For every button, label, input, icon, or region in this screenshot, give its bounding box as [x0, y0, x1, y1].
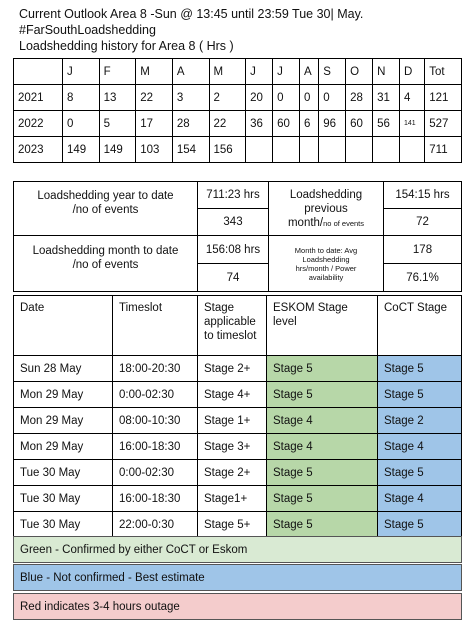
history-col-header: D: [400, 59, 425, 85]
previous-month-events: 72: [384, 209, 462, 236]
row-date: Tue 30 May: [14, 512, 113, 538]
row-coct-stage: Stage 4: [378, 434, 462, 460]
legend-green: Green - Confirmed by either CoCT or Eskom: [13, 536, 462, 563]
row-date: Tue 30 May: [14, 460, 113, 486]
history-cell: 60: [346, 111, 373, 137]
history-cell: [346, 137, 373, 163]
history-row-2023: [14, 137, 462, 163]
row-timeslot: 22:00-0:30: [113, 512, 198, 538]
row-eskom-stage: Stage 4: [267, 408, 378, 434]
row-timeslot: 0:00-02:30: [113, 460, 198, 486]
history-col-header: F: [99, 59, 136, 85]
row-eskom-stage: Stage 5: [267, 486, 378, 512]
history-cell: 149: [63, 137, 100, 163]
month-to-date-label: Loadshedding month to date /no of events: [14, 236, 198, 292]
month-to-date-hours: 156:08 hrs: [198, 236, 269, 264]
history-col-header: A: [172, 59, 209, 85]
row-timeslot: 16:00-18:30: [113, 434, 198, 460]
schedule-row: [14, 382, 462, 408]
avg-availability-label: Month to date: Avg Loadshedding hrs/month / Power availability: [269, 236, 384, 292]
history-cell: 2022: [14, 111, 63, 137]
history-cell: 3: [172, 85, 209, 111]
row-date: Mon 29 May: [14, 408, 113, 434]
schedule-row: [14, 512, 462, 538]
col-header-timeslot: Timeslot: [113, 296, 198, 356]
history-title: Loadshedding history for Area 8 ( Hrs ): [19, 39, 234, 53]
history-cell: 149: [99, 137, 136, 163]
history-cell: 154: [172, 137, 209, 163]
year-to-date-events: 343: [198, 209, 269, 236]
row-coct-stage: Stage 5: [378, 356, 462, 382]
year-to-date-hours: 711:23 hrs: [198, 182, 269, 209]
history-cell: 156: [209, 137, 246, 163]
history-cell: 0: [319, 85, 346, 111]
row-eskom-stage: Stage 5: [267, 356, 378, 382]
history-cell: 31: [373, 85, 400, 111]
summary-row: [14, 182, 462, 209]
history-col-header: M: [136, 59, 173, 85]
row-coct-stage: Stage 4: [378, 486, 462, 512]
hashtag: #FarSouthLoadshedding: [19, 23, 156, 37]
history-cell: 0: [300, 85, 319, 111]
history-row-2022: [14, 111, 462, 137]
history-cell: 20: [246, 85, 273, 111]
row-timeslot: 0:00-02:30: [113, 382, 198, 408]
schedule-header-row: [14, 296, 462, 356]
history-col-header: O: [346, 59, 373, 85]
history-cell: 141: [400, 111, 425, 137]
history-cell: 2: [209, 85, 246, 111]
history-cell: 4: [400, 85, 425, 111]
summary-row: [14, 236, 462, 264]
history-cell: 711: [425, 137, 462, 163]
history-cell: 22: [209, 111, 246, 137]
col-header-stage: Stage applicable to timeslot: [198, 296, 267, 356]
row-coct-stage: Stage 2: [378, 408, 462, 434]
row-stage: Stage 2+: [198, 460, 267, 486]
schedule-row: [14, 460, 462, 486]
row-coct-stage: Stage 5: [378, 460, 462, 486]
history-col-header: Tot: [425, 59, 462, 85]
history-cell: [246, 137, 273, 163]
history-cell: 56: [373, 111, 400, 137]
row-timeslot: 18:00-20:30: [113, 356, 198, 382]
row-eskom-stage: Stage 4: [267, 434, 378, 460]
row-eskom-stage: Stage 5: [267, 460, 378, 486]
history-cell: 28: [346, 85, 373, 111]
previous-month-hours: 154:15 hrs: [384, 182, 462, 209]
history-col-header: N: [373, 59, 400, 85]
history-cell: 121: [425, 85, 462, 111]
history-col-header: S: [319, 59, 346, 85]
history-cell: 60: [273, 111, 300, 137]
row-stage: Stage 4+: [198, 382, 267, 408]
history-table: [13, 58, 462, 163]
row-stage: Stage 2+: [198, 356, 267, 382]
row-timeslot: 16:00-18:30: [113, 486, 198, 512]
year-to-date-label: Loadshedding year to date /no of events: [14, 182, 198, 236]
history-cell: 0: [273, 85, 300, 111]
power-availability-value: 76.1%: [384, 264, 462, 292]
history-cell: 2023: [14, 137, 63, 163]
row-eskom-stage: Stage 5: [267, 382, 378, 408]
row-stage: Stage 3+: [198, 434, 267, 460]
history-col-header: A: [300, 59, 319, 85]
history-cell: 22: [136, 85, 173, 111]
outlook-header: [19, 6, 363, 54]
schedule-row: [14, 486, 462, 512]
history-cell: 96: [319, 111, 346, 137]
summary-table: [13, 181, 462, 292]
history-cell: 6: [300, 111, 319, 137]
legend-blue: Blue - Not confirmed - Best estimate: [13, 564, 462, 591]
row-eskom-stage: Stage 5: [267, 512, 378, 538]
row-date: Sun 28 May: [14, 356, 113, 382]
history-cell: [300, 137, 319, 163]
history-cell: 28: [172, 111, 209, 137]
avg-hours-value: 178: [384, 236, 462, 264]
row-date: Mon 29 May: [14, 434, 113, 460]
history-cell: 103: [136, 137, 173, 163]
legend-red: Red indicates 3-4 hours outage: [13, 593, 462, 620]
schedule-row: [14, 356, 462, 382]
row-stage: Stage 5+: [198, 512, 267, 538]
row-coct-stage: Stage 5: [378, 512, 462, 538]
row-coct-stage: Stage 5: [378, 382, 462, 408]
history-col-header: J: [63, 59, 100, 85]
row-timeslot: 08:00-10:30: [113, 408, 198, 434]
col-header-coct: CoCT Stage: [378, 296, 462, 356]
previous-month-label: Loadshedding previous month/no of events: [269, 182, 384, 236]
col-header-date: Date: [14, 296, 113, 356]
history-col-header: J: [273, 59, 300, 85]
schedule-row: [14, 434, 462, 460]
row-stage: Stage1+: [198, 486, 267, 512]
history-cell: 13: [99, 85, 136, 111]
history-cell: 2021: [14, 85, 63, 111]
history-cell: [400, 137, 425, 163]
history-cell: 17: [136, 111, 173, 137]
history-col-header: M: [209, 59, 246, 85]
outlook-title: Current Outlook Area 8 -Sun @ 13:45 until 23:59 Tue 30| May.: [19, 7, 364, 21]
schedule-row: [14, 408, 462, 434]
history-col-header: J: [246, 59, 273, 85]
history-cell: [273, 137, 300, 163]
history-cell: 8: [63, 85, 100, 111]
history-cell: 36: [246, 111, 273, 137]
col-header-eskom: ESKOM Stage level: [267, 296, 378, 356]
row-date: Mon 29 May: [14, 382, 113, 408]
history-cell: [373, 137, 400, 163]
row-date: Tue 30 May: [14, 486, 113, 512]
history-header-row: [14, 59, 462, 85]
history-col-header: [14, 59, 63, 85]
history-cell: 0: [63, 111, 100, 137]
month-to-date-events: 74: [198, 264, 269, 292]
history-cell: 5: [99, 111, 136, 137]
row-stage: Stage 1+: [198, 408, 267, 434]
history-cell: 527: [425, 111, 462, 137]
history-cell: [319, 137, 346, 163]
history-row-2021: [14, 85, 462, 111]
schedule-table: [13, 295, 462, 538]
